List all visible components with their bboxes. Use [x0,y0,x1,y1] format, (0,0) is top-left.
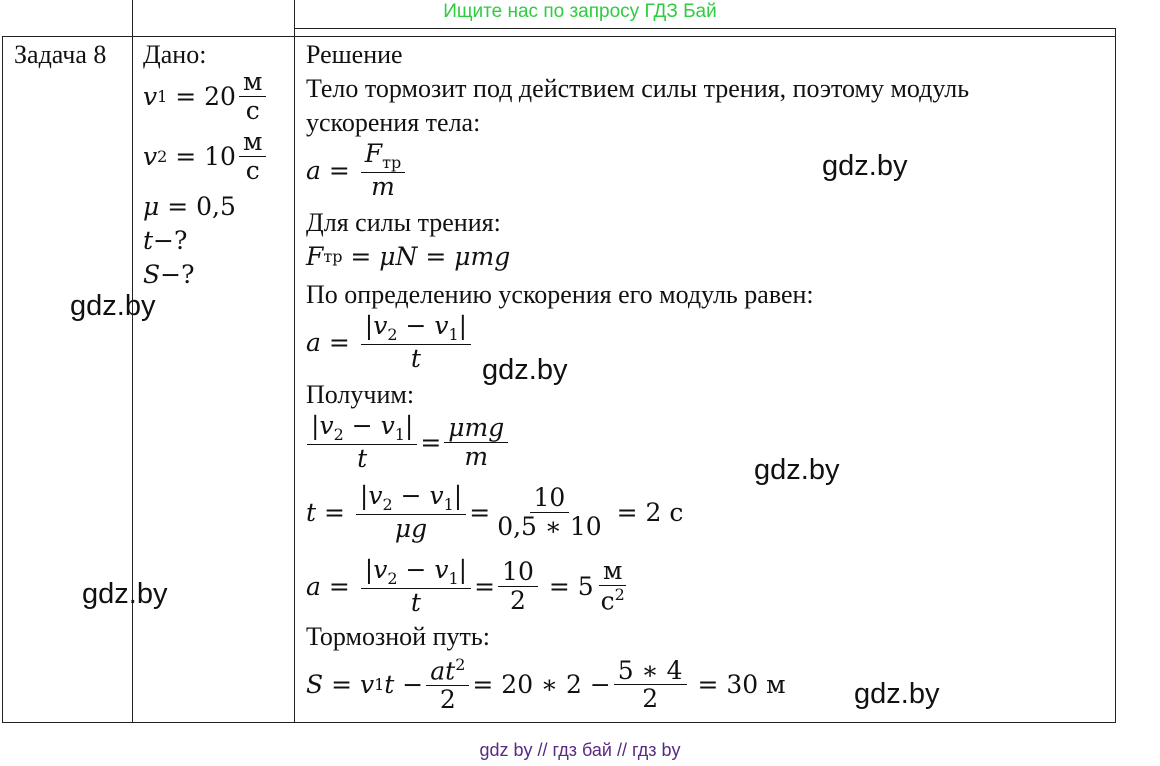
eq-a-friction: a = $\frac{F_{тр}}{m}$ [306,140,408,200]
table-border-right [1115,28,1116,723]
footer-links[interactable]: gdz by // гдз бай // гдз by [479,740,681,760]
given-v2: v 2 = 10 $\frac{м}{с}$ [143,128,269,184]
given-ask-s: S −? [143,260,195,289]
eq-friction-force: F тр = μN = μmg [306,242,511,271]
watermark: gdz.by [70,290,156,322]
table-border-left [2,36,3,723]
watermark: gdz.by [482,354,568,386]
eq-equate: $\frac{|v_2 - v_1|}{t}$ = $\frac{\text{μmg}}{m}$ [304,412,511,472]
solution-line1: Тело тормозит под действием силы трения, поэтому модуль [306,74,970,103]
table-top-line-fragment [295,28,1116,29]
eq-s-result: S = v 1 t − $\frac{at^2}{2}$ = 20 ∗ 2 − $\frac{5 ∗ 4}{2}$ = 30 м [306,655,786,714]
eq-a-result: a = $\frac{|v_2 - v_1|}{t}$ = $\frac{10}{2}$ = 5 $\frac{м}{с^2}$ [306,555,625,617]
given-title: Дано: [143,40,207,69]
given-v1: v 1 = 20 $\frac{м}{с}$ [143,68,269,124]
friction-label: Для силы трения: [306,208,501,237]
given-mu: μ = 0,5 [143,192,236,221]
solution-line2: ускорения тела: [306,108,481,137]
path-label: Тормозной путь: [306,622,490,651]
eq-t-result: t = $\frac{|v_2 - v_1|}{\mu g}$ = $\frac{10}{0,5 ∗ 10}$ = 2 с [306,481,684,543]
banner-link[interactable]: Ищите нас по запросу ГДЗ Бай [443,1,717,22]
solution-title: Решение [306,40,403,69]
get-label: Получим: [306,380,415,409]
accel-label: По определению ускорения его модуль равен: [306,280,814,309]
table-border-bottom [2,722,1116,723]
table-divider-1 [132,0,133,723]
eq-a-def: a = $\frac{|v_2 - v_1|}{t}$ [306,312,474,372]
given-ask-t: t −? [143,226,188,255]
watermark: gdz.by [822,150,908,182]
table-border-top [2,36,1116,37]
watermark: gdz.by [754,454,840,486]
watermark: gdz.by [854,678,940,710]
task-label: Задача 8 [14,40,107,69]
watermark: gdz.by [82,578,168,610]
table-divider-2 [294,0,295,723]
